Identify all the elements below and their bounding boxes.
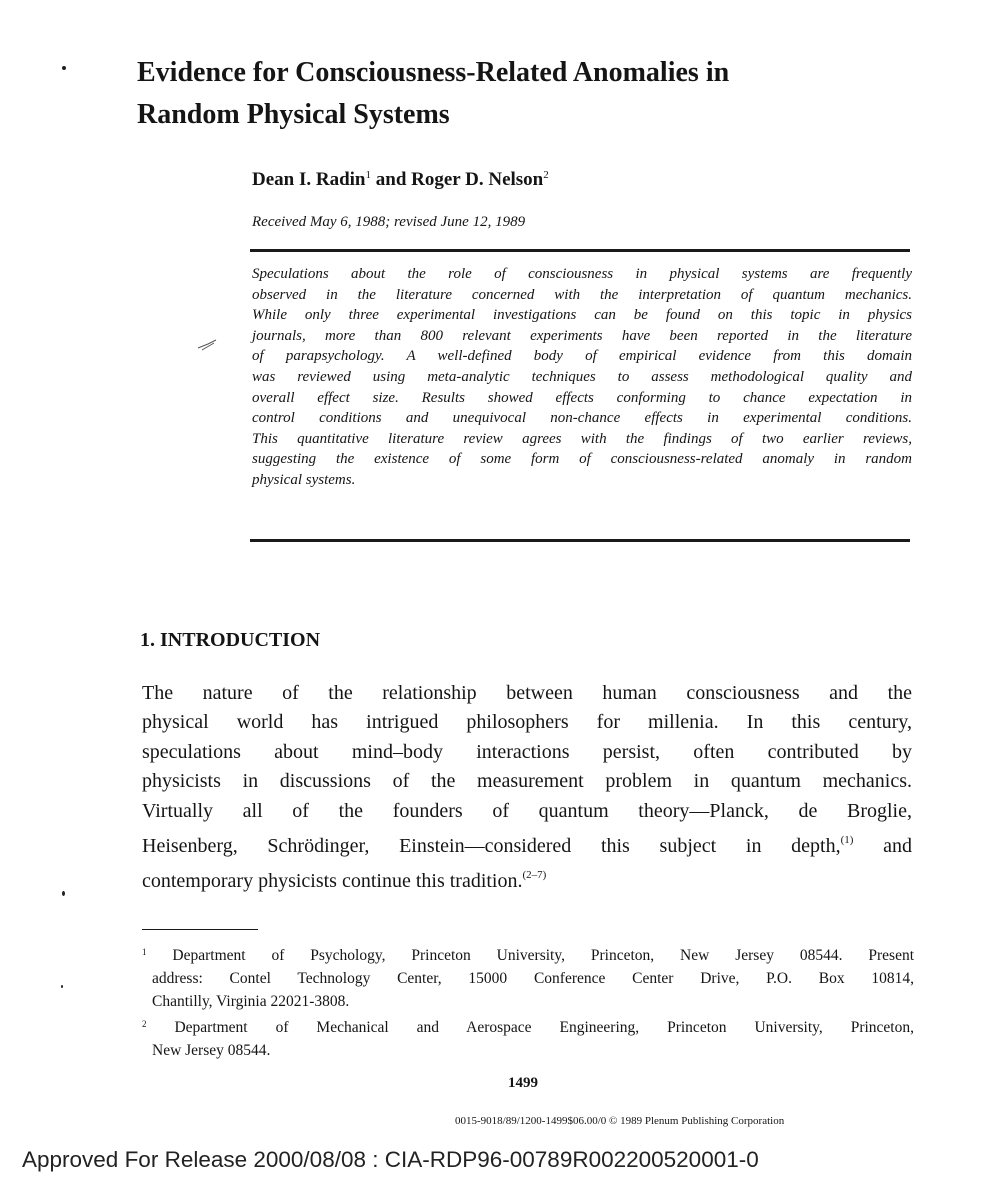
abstract-line: observed in the literature concerned with the interpretation of quantum mechanics. [252, 286, 912, 303]
footnote-2 [142, 1013, 914, 1062]
citation-marker: (2–7) [522, 869, 547, 882]
title-line-1: Evidence for Consciousness-Related Anomalies in [137, 57, 730, 88]
intro-line [142, 861, 912, 896]
abstract-line: suggesting the existence of some form of consciousness-related anomaly in random [252, 451, 912, 468]
abstract-line: While only three experimental investigations can be found on this topic in physics [252, 307, 912, 324]
intro-line: The nature of the relationship between human consciousness and the [142, 682, 912, 704]
abstract-bottom-rule [250, 539, 910, 542]
scan-speck [62, 891, 65, 896]
title-line-2: Random Physical Systems [137, 99, 450, 130]
intro-line: physical world has intrigued philosophers for millenia. In this century, [142, 711, 912, 734]
footnote-line: Chantilly, Virginia 22021-3808. [152, 993, 350, 1010]
scan-speck [62, 66, 66, 70]
intro-line-6-tail: and [853, 835, 912, 858]
abstract-line: overall effect size. Results showed effects conforming to chance expectation in [252, 389, 912, 406]
footnote-1 [142, 941, 914, 1013]
footnote-marker: 2 [142, 1019, 147, 1029]
abstract-line: control conditions and unequivocal non-chance effects in experimental conditions. [252, 410, 912, 427]
author-conjunction: and [375, 169, 407, 190]
author-1-affiliation-marker: 1 [365, 169, 371, 181]
intro-line: speculations about mind–body interactions persist, often contributed by [142, 740, 912, 763]
section-heading: 1. INTRODUCTION [140, 629, 321, 651]
abstract-line: physical systems. [252, 471, 356, 488]
footnote-line [142, 941, 914, 967]
publisher-line: 0015-9018/89/1200-1499$06.00/0 © 1989 Plenum Publishing Corporation [455, 1115, 785, 1127]
footnote-line [142, 1013, 914, 1039]
intro-line-7-text: contemporary physicists continue this tradition. [142, 870, 523, 893]
abstract-line: journals, more than 800 relevant experiments have been reported in the literature [252, 327, 912, 344]
author-1: Dean I. Radin [252, 169, 366, 190]
footnote-rule [142, 929, 258, 930]
scan-speck [61, 985, 63, 988]
abstract-line: was reviewed using meta-analytic techniques to assess methodological quality and [252, 368, 912, 385]
author-2: Roger D. Nelson [411, 169, 544, 190]
margin-pencil-mark [196, 338, 218, 352]
abstract-line: Speculations about the role of consciousness in physical systems are frequently [252, 266, 912, 282]
abstract [252, 264, 912, 491]
footnote-line: address: Contel Technology Center, 15000 Conference Center Drive, P.O. Box 10814, [152, 970, 914, 987]
author-list [252, 169, 549, 191]
abstract-line: of parapsychology. A well-defined body of empirical evidence from this domain [252, 348, 912, 365]
footnote-marker: 1 [142, 947, 147, 957]
footnote-text: Department of Psychology, Princeton University, Princeton, New Jersey 08544. Present [172, 947, 915, 964]
received-dates: Received May 6, 1988; revised June 12, 1989 [252, 214, 526, 230]
footnote-line: New Jersey 08544. [152, 1042, 271, 1059]
footnote-text: Department of Mechanical and Aerospace Engineering, Princeton University, Princeton, [174, 1019, 914, 1036]
intro-line [142, 826, 912, 861]
intro-line: physicists in discussions of the measurement problem in quantum mechanics. [142, 770, 912, 793]
intro-paragraph [142, 679, 912, 897]
abstract-line: This quantitative literature review agrees with the findings of two earlier reviews, [252, 430, 912, 447]
author-2-affiliation-marker: 2 [543, 169, 549, 181]
release-stamp: Approved For Release 2000/08/08 : CIA-RDP96-00789R002200520001-0 [22, 1147, 759, 1172]
intro-line: Virtually all of the founders of quantum theory—Planck, de Broglie, [142, 799, 912, 822]
page-number: 1499 [508, 1075, 538, 1091]
paper-title [137, 52, 917, 136]
abstract-top-rule [250, 249, 910, 252]
intro-line-6-text: Heisenberg, Schrödinger, Einstein—considered this subject in depth, [142, 835, 841, 858]
citation-marker: (1) [840, 834, 854, 847]
